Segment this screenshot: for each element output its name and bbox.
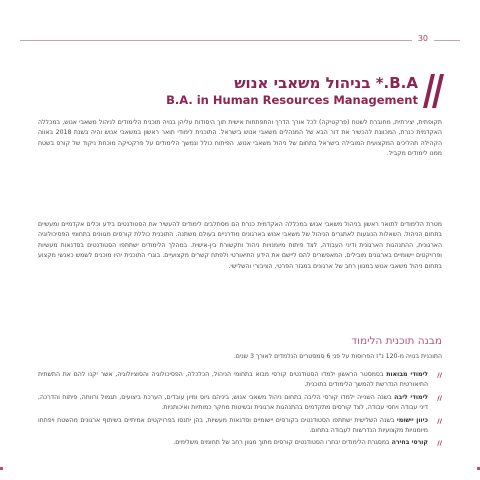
item-text: בשנה השלישית ישתתפו הסטודנטים בקורסים יישומיים וסדנאות מעשיות, בהן יתנסו בפרויקטים אמיתיים בשיתוף ארגונים מהשטח ויפתחו מיומנויות מקצועיות הנדרשות לעבודה בתחום. <box>38 416 428 435</box>
intro-paragraph: תקופתית, יצירתית, מחוברת לשטח (פרקטיקה) לכל אורך הדרך והתפתחות אישית תוך היסודות עליהן בנויה תוכנית הלימודים לניהול משאבי אנוש, במכללה האקדמית כנרת, המכוונת להכשיר את דור הבא של המנהלים משאבי אנוש בישראל. התוכנית לימודי תואר ראשון במשאבי אנוש והיה בשנת 2018 באווה הקהילה תהליכים המקצועית המובילה בישראל בתחום של ניהול משאבי אנוש. הפיתוח כולל ונמשך הלימודים על פרקטיקה מוכחת ניקוד של קורס בשטח ממנו לימודים מקביל. <box>38 119 442 158</box>
item-text: בשנה השנייה ילמדו קורסי הליבה בתחום ניהול משאבי אנוש, ביניהם גיוס ומיון עובדים, הערכת ביצועים, תגמול ורווחה, פיתוח והדרכה, דיני עבודה ויחסי עבודה, לצד קורסים מתקדמים בהתנהגות ארגונית ובשיטות מחקר כמותיות ואיכותניות. <box>38 393 428 412</box>
list-item <box>38 393 442 414</box>
header-rule <box>20 40 460 41</box>
page-number: 30 <box>412 34 434 43</box>
goals-paragraph: מטרת הלימודים לתואר ראשון בניהול משאבי אנוש במכללה האקדמית כנרת הם מסתלבים לימודים להעשיר את הסטודנטים בידע וכלים אקדמיים ומעשיים בתחום הניהול. השאלות הנוגעות לאתגרים הניהול של משאבי אנוש בארגונים מודרניים בעולם משתנה. התוכנית כוללת קורסים מגוונים בתחומי הפסיכולוגיה הארגונית, ההתנהגות הארגונית ודיני העבודה, לצד פיתוח מיומנויות ניהול ותקשורת בין-אישית. במהלך הלימודים ישתתפו הסטודנטים בסדנאות מעשיות ופרויקטים יישומיים בארגונים מובילים, המאפשרים להם ליישם את הידע התיאורטי ולפתח קשרים מקצועיים. בוגרי התוכנית יהיו מוכנים לשמש כאנשי מקצוע בתחום ניהול משאבי אנוש במגוון רחב של ארגונים במגזר הפרטי, הציבורי והשלישי. <box>38 221 442 270</box>
crop-mark-left <box>0 467 3 470</box>
bullet-slash-icon: // <box>437 416 442 425</box>
title-english: B.A. in Human Resources Management <box>166 93 418 107</box>
item-label: לימודי מבואות <box>386 371 429 378</box>
list-item <box>38 438 442 448</box>
list-item <box>38 370 442 391</box>
bullet-slash-icon: // <box>437 439 442 448</box>
bullet-slash-icon: // <box>437 371 442 379</box>
item-text: במסגרת הלימודים יבחרו הסטודנטים קורסים מתוך מגוון רחב של תחומים משלימים. <box>173 439 390 447</box>
title-hebrew: B.A.* בניהול משאבי אנוש <box>234 74 418 92</box>
item-label: קורסי בחירה <box>391 439 428 447</box>
item-label: כיוון יישומי <box>396 416 428 424</box>
item-text: בסמסטר הראשון ילמדו הסטודנטים קורסי מבוא בתחומי הניהול, הכלכלה, הפסיכולוגיה והסוציולוגיה, אשר יקנו להם את התשתית התיאורטית הנדרשת להמשך הלימודים בתוכנית. <box>38 371 428 389</box>
program-structure-list <box>38 370 442 451</box>
item-label: לימודי ליבה <box>394 393 429 401</box>
bullet-slash-icon: // <box>437 393 442 402</box>
program-intro-line: התוכנית בנויה מ-120 נ"ז הפרוסות על פני 6 סמסטרים הנלמדים לאורך 3 שנים. <box>233 353 442 360</box>
list-item <box>38 416 442 437</box>
section-subheading: מבנה תוכנית הלימוד <box>351 335 442 347</box>
double-slash-icon <box>422 74 444 108</box>
